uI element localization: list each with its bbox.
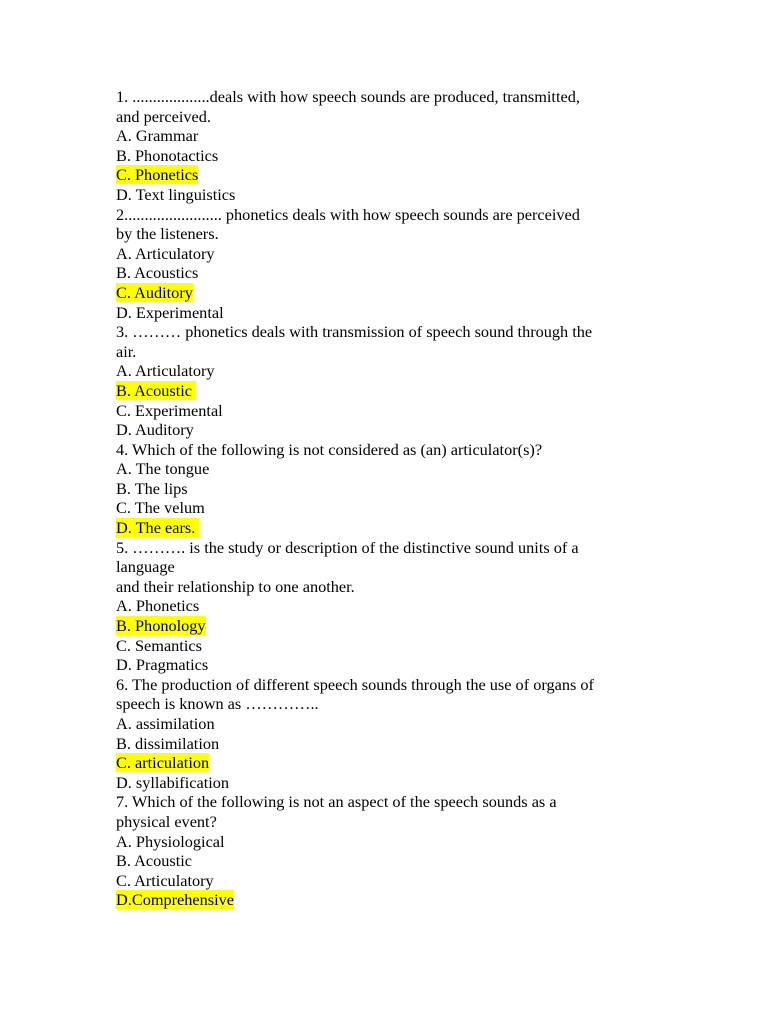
correct-answer-text: C. Phonetics <box>116 165 199 185</box>
line-text: D. Pragmatics <box>116 655 209 675</box>
text-line <box>116 263 676 283</box>
text-line <box>116 459 676 479</box>
text-line <box>116 734 676 754</box>
line-text: B. The lips <box>116 478 188 498</box>
text-line <box>116 342 676 362</box>
line-text: A. Physiological <box>116 831 225 851</box>
text-line <box>116 871 676 891</box>
text-line <box>116 401 676 421</box>
line-text: C. Experimental <box>116 400 223 420</box>
correct-answer-text: C. articulation <box>116 753 210 773</box>
text-line <box>116 126 676 146</box>
text-line <box>116 636 676 656</box>
text-line <box>116 694 676 714</box>
correct-answer-text: D.Comprehensive <box>116 890 235 910</box>
text-line <box>116 322 676 342</box>
text-line <box>116 675 676 695</box>
text-line <box>116 498 676 518</box>
text-line <box>116 773 676 793</box>
text-line <box>116 577 676 597</box>
line-text: C. Articulatory <box>116 870 214 890</box>
line-text: language <box>116 557 175 577</box>
line-text: D. Experimental <box>116 302 224 322</box>
line-text: air. <box>116 341 137 361</box>
line-text: D. Text linguistics <box>116 184 236 204</box>
line-text: B. dissimilation <box>116 733 220 753</box>
correct-answer-text: B. Acoustic <box>116 380 197 400</box>
text-line <box>116 596 676 616</box>
text-line <box>116 655 676 675</box>
line-text: speech is known as ………….. <box>116 694 319 714</box>
line-text: B. Acoustic <box>116 851 192 871</box>
line-text: D. Auditory <box>116 420 194 440</box>
line-text: 3. ……… phonetics deals with transmission of speech sound through the <box>116 322 593 342</box>
text-line <box>116 244 676 264</box>
line-text: A. assimilation <box>116 714 215 733</box>
line-text: 6. The production of different speech sounds through the use of organs of <box>116 674 594 694</box>
line-text: A. Grammar <box>116 126 199 146</box>
correct-answer-text: D. The ears. <box>116 518 200 538</box>
highlighted-answer-line <box>116 381 676 401</box>
text-line <box>116 714 676 734</box>
text-line <box>116 538 676 558</box>
line-text: 1. ...................deals with how speech sounds are produced, transmitted, <box>116 87 580 106</box>
line-text: 5. ………. is the study or description of the distinctive sound units of a <box>116 537 579 557</box>
text-line <box>116 440 676 460</box>
line-text: C. Semantics <box>116 635 202 655</box>
highlighted-answer-line <box>116 753 676 773</box>
highlighted-answer-line <box>116 283 676 303</box>
text-line <box>116 205 676 225</box>
line-text: C. The velum <box>116 498 205 518</box>
text-line <box>116 146 676 166</box>
text-line <box>116 420 676 440</box>
line-text: A. The tongue <box>116 459 210 479</box>
text-line <box>116 479 676 499</box>
correct-answer-text: B. Phonology <box>116 616 206 636</box>
text-line <box>116 792 676 812</box>
text-line <box>116 812 676 832</box>
text-line <box>116 557 676 577</box>
highlighted-answer-line <box>116 616 676 636</box>
text-line <box>116 107 676 127</box>
text-line <box>116 361 676 381</box>
highlighted-answer-line <box>116 165 676 185</box>
line-text: and perceived. <box>116 106 211 126</box>
line-text: by the listeners. <box>116 224 219 244</box>
text-line <box>116 87 676 107</box>
line-text: A. Articulatory <box>116 243 215 263</box>
line-text: A. Articulatory <box>116 361 215 381</box>
line-text: B. Phonotactics <box>116 145 219 165</box>
text-line <box>116 185 676 205</box>
text-line <box>116 832 676 852</box>
line-text: A. Phonetics <box>116 596 200 616</box>
line-text: D. syllabification <box>116 772 230 792</box>
text-line <box>116 851 676 871</box>
text-line <box>116 303 676 323</box>
quiz-document <box>116 87 676 910</box>
line-text: 4. Which of the following is not considered as (an) articulator(s)? <box>116 439 543 459</box>
highlighted-answer-line <box>116 518 676 538</box>
line-text: physical event? <box>116 811 217 831</box>
highlighted-answer-line <box>116 890 676 910</box>
correct-answer-text: C. Auditory <box>116 282 193 302</box>
line-text: B. Acoustics <box>116 263 199 283</box>
line-text: and their relationship to one another. <box>116 576 355 596</box>
text-line <box>116 224 676 244</box>
line-text: 7. Which of the following is not an aspect of the speech sounds as a <box>116 792 557 812</box>
line-text: 2........................ phonetics deals with how speech sounds are perceived <box>116 204 580 224</box>
